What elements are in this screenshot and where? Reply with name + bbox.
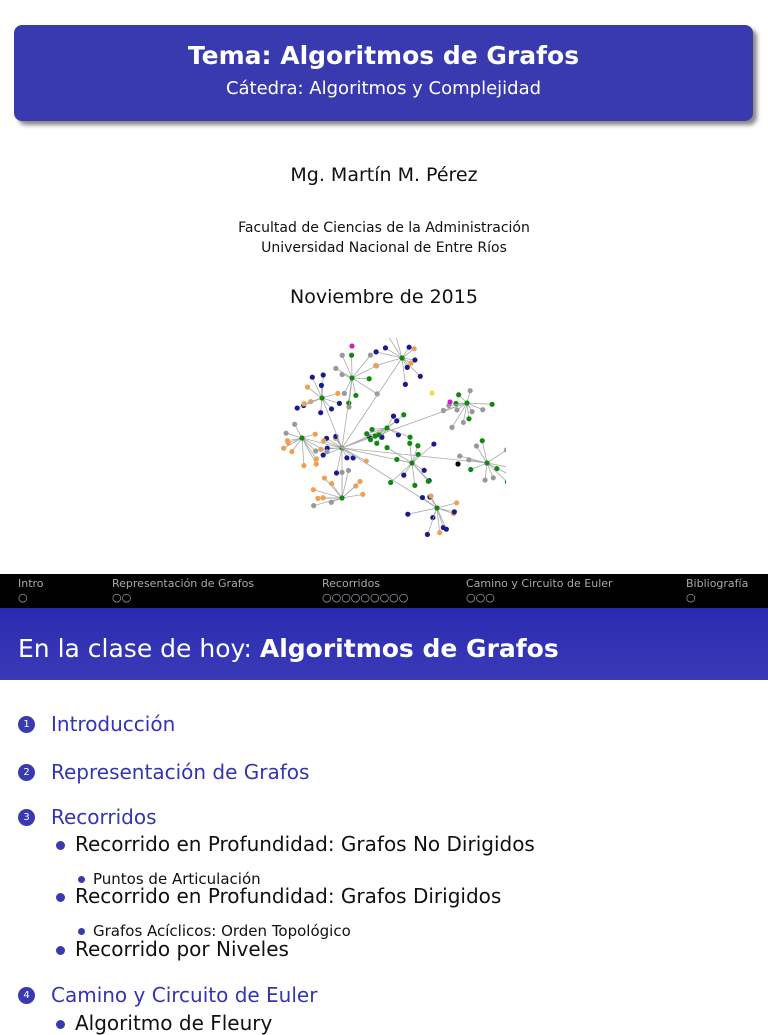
graph-node (284, 431, 289, 436)
graph-node (349, 375, 354, 380)
graph-node (388, 480, 393, 485)
graph-node (342, 391, 347, 396)
graph-node (292, 422, 297, 427)
graph-node (407, 441, 412, 446)
graph-node (403, 382, 408, 387)
section-title: Representación de Grafos (51, 760, 309, 784)
toc-section (18, 712, 175, 736)
section-number: 2 (18, 764, 35, 781)
graph-node (384, 425, 389, 430)
graph-node (335, 391, 340, 396)
section-number: 3 (18, 809, 35, 826)
graph-node (295, 405, 300, 410)
graph-node (321, 372, 326, 377)
graph-node (453, 401, 458, 406)
section-title: Introducción (51, 712, 175, 736)
graph-node (489, 402, 494, 407)
section-title: Recorridos (51, 805, 157, 829)
graph-node (431, 441, 436, 446)
nav-dots: ○○○ (466, 591, 613, 605)
graph-node (289, 449, 294, 454)
nav-label: Camino y Circuito de Euler (466, 577, 613, 591)
graph-node (468, 467, 473, 472)
graph-node (444, 527, 449, 532)
graph-node (425, 532, 430, 537)
graph-node (474, 443, 479, 448)
nav-label: Representación de Grafos (112, 577, 254, 591)
graph-node (357, 479, 362, 484)
nav-label: Bibliografía (686, 577, 748, 591)
graph-node (461, 420, 466, 425)
graph-node (329, 481, 334, 486)
toc-item: Recorrido por Niveles (56, 937, 289, 961)
graph-node (318, 410, 323, 415)
graph-node (434, 505, 439, 510)
graph-node (383, 345, 388, 350)
nav-label: Intro (18, 577, 44, 591)
graph-node (346, 468, 351, 473)
graph-node (301, 463, 306, 468)
nav-dots: ○○ (112, 591, 254, 605)
nav-dots: ○ (686, 591, 748, 605)
graph-node (346, 404, 351, 409)
graph-node (373, 363, 378, 368)
graph-node (281, 446, 286, 451)
graph-node (454, 407, 459, 412)
graph-node (384, 445, 389, 450)
graph-node (321, 495, 326, 500)
graph-node (285, 438, 290, 443)
graph-node (329, 406, 334, 411)
graph-node (420, 495, 425, 500)
section-title: Camino y Circuito de Euler (51, 983, 317, 1007)
graph-node (391, 414, 396, 419)
graph-node (480, 407, 485, 412)
graph-node (313, 432, 318, 437)
toc-section (18, 805, 157, 829)
graph-node (456, 392, 461, 397)
graph-node (412, 346, 417, 351)
graph-node (470, 409, 475, 414)
graph-node (364, 431, 369, 436)
graph-node (466, 416, 471, 421)
graph-node (407, 345, 412, 350)
graph-node (482, 477, 487, 482)
date: Noviembre de 2015 (0, 286, 768, 308)
nav-section (18, 577, 44, 605)
institute-university: Universidad Nacional de Entre Ríos (0, 240, 768, 256)
graph-node (401, 412, 406, 417)
title-box (14, 25, 753, 121)
graph-node (409, 460, 414, 465)
graph-node (452, 509, 457, 514)
graph-node (321, 438, 326, 443)
toc-subitem: Puntos de Articulación (78, 870, 261, 888)
graph-node (349, 343, 354, 348)
graph-node (405, 512, 410, 517)
author: Mg. Martín M. Pérez (0, 164, 768, 186)
institute-faculty: Facultad de Ciencias de la Administración (0, 220, 768, 236)
nav-dots: ○○○○○○○○○ (322, 591, 408, 605)
graph-node (340, 353, 345, 358)
nav-section (322, 577, 408, 605)
toc-section (18, 760, 309, 784)
graph-node (353, 393, 358, 398)
graph-node (422, 468, 427, 473)
graph-illustration (262, 338, 506, 550)
graph-node (315, 496, 320, 501)
graph-node (368, 437, 373, 442)
graph-node (437, 530, 442, 535)
presentation-subtitle: Cátedra: Algoritmos y Complejidad (14, 78, 753, 99)
graph-node (480, 438, 485, 443)
graph-node (405, 365, 410, 370)
graph-node (311, 503, 316, 508)
graph-node (412, 483, 417, 488)
graph-node (408, 361, 413, 366)
graph-node (484, 460, 489, 465)
nav-section (112, 577, 254, 605)
graph-node (368, 353, 373, 358)
graph-node (299, 435, 304, 440)
graph-node (337, 401, 342, 406)
graph-node (339, 470, 344, 475)
graph-node (305, 385, 310, 390)
nav-dots: ○ (18, 591, 44, 605)
graph-node (322, 475, 327, 480)
graph-node (426, 479, 431, 484)
graph-node (314, 456, 319, 461)
nav-section (466, 577, 613, 605)
presentation-title: Tema: Algoritmos de Grafos (14, 41, 753, 70)
nav-label: Recorridos (322, 577, 408, 591)
navigation-bar (0, 574, 768, 608)
graph-node (313, 448, 318, 453)
section-number: 4 (18, 987, 35, 1004)
graph-node (302, 401, 307, 406)
graph-node (339, 495, 344, 500)
section-number: 1 (18, 716, 35, 733)
graph-node (415, 443, 420, 448)
graph-node (314, 461, 319, 466)
graph-node (491, 475, 496, 480)
graph-node (394, 418, 399, 423)
graph-node (454, 500, 459, 505)
graph-node (418, 374, 423, 379)
graph-node (373, 349, 378, 354)
graph-node (376, 432, 381, 437)
graph-node (447, 399, 452, 404)
graph-node (399, 355, 404, 360)
graph-node (407, 435, 412, 440)
graph-node (310, 375, 315, 380)
graph-node (455, 461, 460, 466)
graph-node (324, 449, 329, 454)
graph-node (468, 388, 473, 393)
graph-node (319, 395, 324, 400)
graph-node (333, 366, 338, 371)
graph-node (340, 372, 345, 377)
toc-section (18, 983, 317, 1007)
graph-node (401, 473, 406, 478)
graph-node (319, 383, 324, 388)
graph-node (429, 390, 434, 395)
graph-node (466, 457, 471, 462)
graph-node (344, 455, 349, 460)
graph-node (334, 470, 339, 475)
graph-node (329, 500, 334, 505)
graph-node (367, 376, 372, 381)
graph-node (449, 425, 454, 430)
toc-item: Algoritmo de Fleury (56, 1011, 272, 1035)
frame-title: En la clase de hoy: Algoritmos de Grafos (0, 608, 768, 680)
graph-node (369, 427, 374, 432)
graph-node (374, 441, 379, 446)
graph-node (394, 457, 399, 462)
graph-node (349, 353, 354, 358)
toc-item: Recorrido en Profundidad: Grafos Dirigidos (56, 884, 501, 908)
nav-section (686, 577, 748, 605)
toc-subitem: Grafos Acíclicos: Orden Topológico (78, 922, 351, 940)
graph-node (441, 408, 446, 413)
graph-node (360, 492, 365, 497)
graph-node (428, 493, 433, 498)
graph-node (457, 453, 462, 458)
toc-item: Recorrido en Profundidad: Grafos No Dirigidos (56, 832, 535, 856)
graph-node (311, 487, 316, 492)
graph-node (464, 400, 469, 405)
